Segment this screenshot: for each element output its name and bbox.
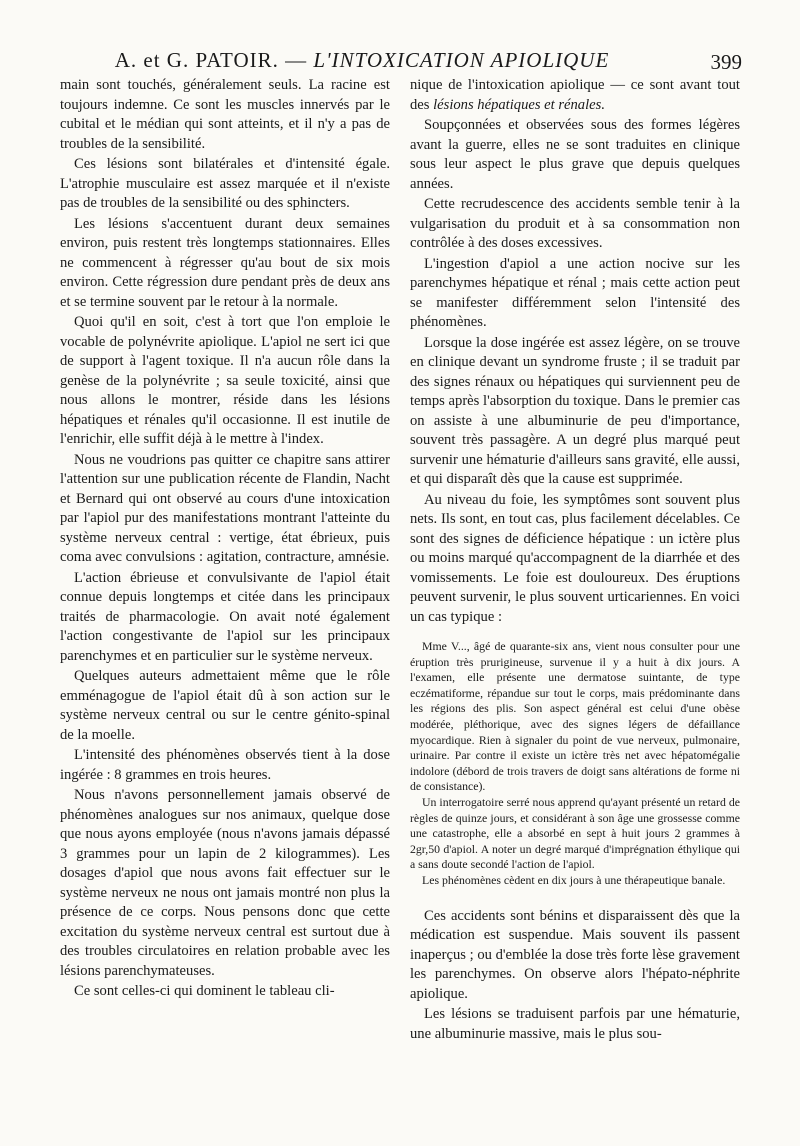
paragraph: Ce sont celles-ci qui dominent le tableau cli-	[74, 983, 335, 999]
paragraph: main sont touchés, généralement seuls. La racine est toujours indemne. Ce sont les muscles innervés par le cubital et le médian qui sont atteints, et il n'y a pas de troubles de la sensibilité.	[60, 77, 390, 152]
running-authors: A. et G. PATOIR.	[114, 48, 279, 72]
article-title: L'INTOXICATION APIOLIQUE	[313, 48, 610, 72]
case-paragraph: Un interrogatoire serré nous apprend qu'ayant présenté un retard de règles de quinze jours, et considérant à son âge une grossesse comme une catastrophe, elle a absorbé en sept à huit jours 2 grammes à 2gr,50 d'apiol. A noter un degré marqué d'imprégnation éthylique qui a sans doute secondé l'action de l'apiol.	[410, 794, 740, 872]
paragraph: Cette recrudescence des accidents semble tenir à la vulgarisation du produit et à sa consommation non contrôlée à des doses excessives.	[410, 196, 740, 251]
right-column	[410, 76, 740, 1045]
running-title	[62, 48, 662, 73]
case-paragraph: Les phénomènes cèdent en dix jours à une thérapeutique banale.	[422, 872, 726, 887]
paragraph: Les lésions se traduisent parfois par une hématurie, une albuminurie massive, mais le plus sou-	[410, 1006, 740, 1042]
paragraph: Soupçonnées et observées sous des formes légères avant la guerre, elles ne se sont traduites en clinique sous leur aspect le plus grave que depuis quelques années.	[410, 117, 740, 192]
page-number: 399	[710, 50, 742, 74]
paragraph: Ces accidents sont bénins et disparaissent dès que la médication est suspendue. Mais souvent ils passent inaperçus ; ou d'emblée la dose très forte lèse gravement les parenchymes. On observe alors l'hépato-néphrite apiolique.	[410, 907, 740, 1002]
paragraph: L'ingestion d'apiol a une action nocive sur les parenchymes hépatique et rénal ; mais cette action peut se manifester différemment selon l'intensité des phénomènes.	[410, 255, 740, 330]
paragraph: Les lésions s'accentuent durant deux semaines environ, puis restent très longtemps stationnaires. Elles ne commencent à régresser qu'au bout de six mois environ. Cette régression dure pendant près de deux ans et se termine souvent par le retour à la normale.	[60, 215, 390, 310]
paragraph: Nous ne voudrions pas quitter ce chapitre sans attirer l'attention sur une publication récente de Flandin, Nacht et Bernard qui ont observé au cours d'une intoxication par l'apiol pur des manifestations montrant l'atteinte du système nerveux central : vertige, état ébrieux, puis coma avec convulsions : agitation, contracture, amnésie.	[60, 451, 390, 565]
header-dash: —	[285, 48, 308, 72]
case-paragraph: Mme V..., âgé de quarante-six ans, vient nous consulter pour une éruption très prurigineuse, survenue il y a huit à dix jours. A l'examen, elle présente une dermatose suintante, de type eczématiforme, répandue sur tout le corps, mais prédominante dans les régions des plis. Son aspect général est celui d'une obèse modérée, pléthorique, avec des signes légers de défaillance myocardique. Rien à signaler du point de vue nerveux, pulmonaire, urinaire. Par contre il existe un ictère très net avec hépatomégalie indolore (débord de trois travers de doigt sans altérations de forme ni de consistance).	[410, 639, 740, 794]
case-report	[410, 639, 740, 889]
emphasis-text: lésions hépatiques et rénales.	[433, 96, 605, 113]
running-header	[62, 44, 742, 78]
paragraph	[410, 76, 740, 115]
paragraph: L'action ébrieuse et convulsivante de l'apiol était connue depuis longtemps et citée dans les principaux traités de pharmacologie. On avait noté également l'action congestivante de l'apiol sur les principaux parenchymes et en particulier sur le système nerveux.	[60, 569, 390, 664]
left-column	[60, 76, 390, 1003]
paragraph: Lorsque la dose ingérée est assez légère, on se trouve en clinique devant un syndrome fruste ; il se traduit par des signes rénaux ou hépatiques qui surviennent peu de temps après l'absorption du toxique. Dans le premier cas on assiste à une albuminurie de peu d'importance, souvent très passagère. A un degré plus marqué peut survenir une hématurie d'ailleurs sans gravité, elle aussi, et qui disparaît dès que la cause est supprimée.	[410, 334, 740, 487]
paragraph: Nous n'avons personnellement jamais observé de phénomènes analogues sur nos animaux, quelque dose que nous ayons employée (nous n'avons jamais dépassé 3 grammes pour un lapin de 2 kilogrammes). Les dosages d'apiol que nous avons fait effectuer sur le système nerveux ne nous ont jamais montré non plus la présence de ce corps. Nous pensons donc que cette excitation du système nerveux central est surtout due à des troubles circulatoires en relation probable avec les lésions parenchymateuses.	[60, 787, 390, 979]
paragraph: Quoi qu'il en soit, c'est à tort que l'on emploie le vocable de polynévrite apiolique. L'apiol ne sert ici que de support à l'agent toxique. Il n'a aucun rôle dans la genèse de la polynévrite ; sa seule toxicité, ainsi que nous allons le montrer, réside dans les lésions hépatiques et rénales qu'il occasionne. Il est inutile de l'enrichir, elle suffit déjà à le mettre à l'index.	[60, 314, 390, 447]
paragraph-text: nique de l'intoxication apiolique — ce sont avant tout des	[410, 77, 740, 113]
paragraph: Ces lésions sont bilatérales et d'intensité égale. L'atrophie musculaire est assez marquée et il n'existe pas de troubles de la sensibilité ou des sphincters.	[60, 156, 390, 211]
paragraph: L'intensité des phénomènes observés tient à la dose ingérée : 8 grammes en trois heures.	[60, 747, 390, 783]
paragraph: Au niveau du foie, les symptômes sont souvent plus nets. Ils sont, en tout cas, plus facilement décelables. Ce sont des signes de déficience hépatique : un ictère plus ou moins marqué qu'accompagnent de la diarrhée et des vomissements. Le foie est douloureux. Des éruptions peuvent survenir, le plus souvent urticariennes. En voici un cas typique :	[410, 491, 740, 625]
paragraph: Quelques auteurs admettaient même que le rôle emménagogue de l'apiol était dû à son action sur le système nerveux central ou sur le centre génito-spinal de la moelle.	[60, 668, 390, 743]
